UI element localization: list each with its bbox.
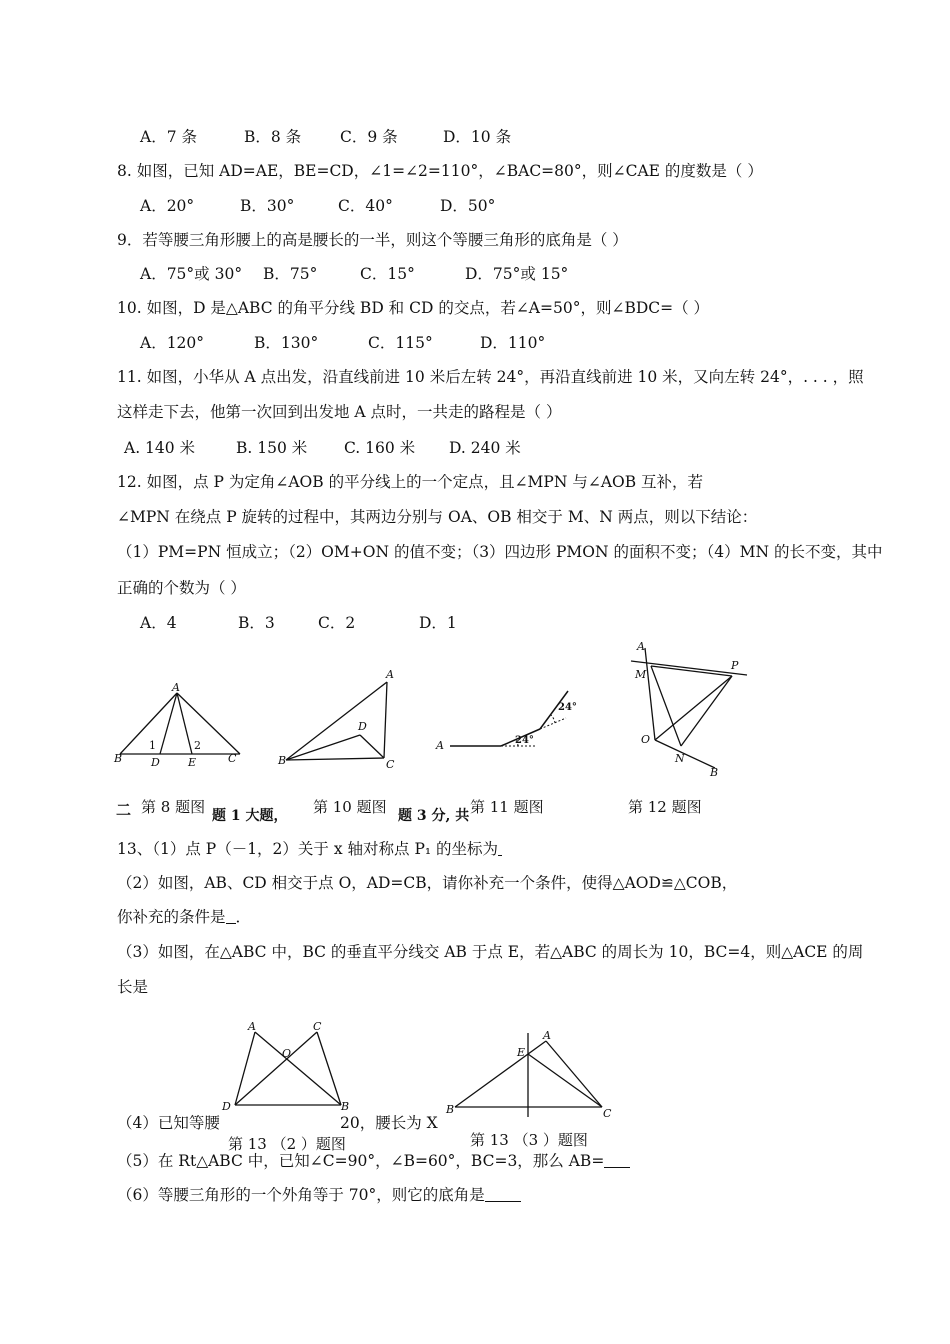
fig8-label-d: D (151, 756, 160, 769)
q13-part2-prompt: 你补充的条件是 (117, 908, 226, 926)
fig10-label-b: B (278, 754, 287, 767)
q8-option-a: A．20° (140, 197, 195, 215)
q13-part3: （3）如图，在△ABC 中，BC 的垂直平分线交 AB 于点 E，若△ABC 的周长为 10，BC=4，则△ACE 的周 (117, 943, 864, 961)
caption-fig8: 第 8 题图 (141, 798, 206, 816)
q12-line2: ∠MPN 在绕点 P 旋转的过程中，其两边分别与 OA、OB 相交于 M、N 两点，则以下结论： (117, 508, 758, 526)
q11-option-b: B. 150 米 (236, 439, 308, 457)
fig13-3-label-c: C (603, 1107, 612, 1120)
fig12-label-m: M (635, 668, 647, 681)
fig8-label-2: 2 (194, 739, 201, 752)
q12-option-b: B．3 (238, 614, 275, 632)
fig11-label-a: A (436, 739, 444, 752)
q11-line1: 11. 如图，小华从 A 点出发，沿直线前进 10 米后左转 24°，再沿直线前进 10 米，又向左转 24°，. . . ，照 (117, 368, 864, 386)
q12-line4: 正确的个数为（ ） (117, 579, 246, 597)
q13-part6-blank[interactable] (485, 1185, 521, 1202)
fig11-angle-1: 24° (515, 735, 534, 746)
q13-part2-answer-line (117, 906, 251, 928)
q9-stem: 9．若等腰三角形腰上的高是腰长的一半，则这个等腰三角形的底角是（ ） (117, 231, 628, 249)
q12-option-d: D．1 (419, 614, 457, 632)
fig10-label-d: D (358, 720, 367, 733)
q13-part5-blank[interactable] (604, 1151, 630, 1168)
q8-stem: 8. 如图，已知 AD=AE，BE=CD，∠1=∠2=110°，∠BAC=80°，则∠CAE 的度数是（ ） (117, 162, 763, 180)
q11-option-c: C. 160 米 (344, 439, 416, 457)
q13-part4-tail: 20，腰长为 X (340, 1114, 438, 1132)
fig8-label-b: B (114, 752, 123, 765)
caption-fig10: 第 10 题图 (313, 798, 387, 816)
q13-part2-blank[interactable] (226, 907, 236, 924)
q10-stem: 10. 如图，D 是△ABC 的角平分线 BD 和 CD 的交点，若∠A=50°，则∠BDC=（ ） (117, 299, 710, 317)
q8-option-c: C．40° (338, 197, 393, 215)
q7-option-c: C．9 条 (340, 128, 398, 146)
q13-part1-blank[interactable] (498, 839, 502, 856)
fig10-label-a: A (386, 668, 394, 681)
fig13-3-label-b: B (446, 1103, 455, 1116)
q8-option-b: B．30° (240, 197, 295, 215)
figure-q13-3 (440, 1025, 615, 1125)
q7-option-b: B．8 条 (244, 128, 302, 146)
caption-fig12: 第 12 题图 (628, 798, 702, 816)
fig11-angle-2: 24° (558, 702, 577, 713)
q13-part2: （2）如图，AB、CD 相交于点 O，AD=CB，请你补充一个条件，使得△AOD≌△COB， (117, 874, 738, 892)
fig8-label-e: E (188, 756, 197, 769)
q7-option-d: D．10 条 (443, 128, 512, 146)
fig13-2-label-o: O (282, 1047, 292, 1060)
q9-option-c: C．15° (360, 265, 415, 283)
q10-option-c: C．115° (368, 334, 433, 352)
q7-option-a: A．7 条 (140, 128, 197, 146)
figure-q11 (430, 685, 585, 765)
q12-option-a: A．4 (140, 614, 177, 632)
fig13-2-label-d: D (222, 1100, 231, 1113)
fig13-2-label-c: C (313, 1020, 322, 1033)
q12-line1: 12. 如图，点 P 为定角∠AOB 的平分线上的一个定点，且∠MPN 与∠AOB 互补，若 (117, 473, 704, 491)
caption-fig13-2: 第 13 （2 ）题图 (228, 1135, 346, 1153)
q11-line2: 这样走下去，他第一次回到出发地 A 点时，一共走的路程是（ ） (117, 403, 562, 421)
q9-option-d: D．75°或 15° (465, 265, 569, 283)
fig12-label-n: N (675, 752, 685, 765)
q13-part6 (117, 1184, 521, 1206)
q13-part1 (117, 838, 502, 860)
q13-part5-tail: ∠B=60°，BC=3，那么 AB= (390, 1152, 605, 1170)
q13-part5-head: （5）在 Rt△ABC 中，已知∠C=90°， (117, 1152, 391, 1170)
section2-fragment-1: 二 (116, 801, 132, 819)
q13-part2-tail: ． (235, 908, 252, 926)
q13-part1-text: 13、（1）点 P（－1，2）关于 x 轴对称点 P₁ 的坐标为 (117, 840, 499, 858)
q13-part5 (117, 1150, 630, 1172)
caption-fig11: 第 11 题图 (470, 798, 544, 816)
fig13-2-label-b: B (341, 1100, 350, 1113)
fig10-label-c: C (386, 758, 395, 771)
q13-part4-head: （4）已知等腰 (117, 1114, 220, 1132)
fig8-label-1: 1 (149, 739, 156, 752)
fig13-2-label-a: A (248, 1020, 256, 1033)
caption-fig13-3: 第 13 （3 ）题图 (470, 1131, 588, 1149)
q11-option-a: A. 140 米 (124, 439, 196, 457)
figure-q10 (274, 662, 404, 772)
fig12-label-b: B (710, 766, 719, 779)
q9-option-a: A．75°或 30° (140, 265, 243, 283)
fig13-3-label-a: A (543, 1029, 551, 1042)
figure-q12 (625, 636, 760, 781)
section2-fragment-3: 题 3 分, 共 (398, 808, 470, 824)
fig13-3-label-e: E (517, 1046, 526, 1059)
q13-part3-cont: 长是 (117, 978, 149, 996)
q10-option-a: A．120° (140, 334, 205, 352)
fig12-label-o: O (641, 733, 651, 746)
q12-option-c: C．2 (318, 614, 356, 632)
figure-q8 (110, 678, 250, 773)
q8-option-d: D．50° (440, 197, 496, 215)
q9-option-b: B．75° (263, 265, 318, 283)
fig8-label-c: C (228, 752, 237, 765)
fig12-label-p: P (731, 659, 739, 672)
figure-q13-2 (215, 1018, 355, 1118)
q10-option-b: B．130° (254, 334, 319, 352)
q11-option-d: D. 240 米 (449, 439, 521, 457)
q10-option-d: D．110° (480, 334, 546, 352)
q12-line3: （1）PM=PN 恒成立；（2）OM+ON 的值不变；（3）四边形 PMON 的面积不变；（4）MN 的长不变，其中 (117, 543, 883, 561)
fig12-label-a: A (637, 640, 645, 653)
fig8-label-a: A (172, 681, 180, 694)
q13-part6-text: （6）等腰三角形的一个外角等于 70°，则它的底角是 (117, 1186, 485, 1204)
section2-fragment-2: 题 1 大题， (212, 808, 288, 824)
